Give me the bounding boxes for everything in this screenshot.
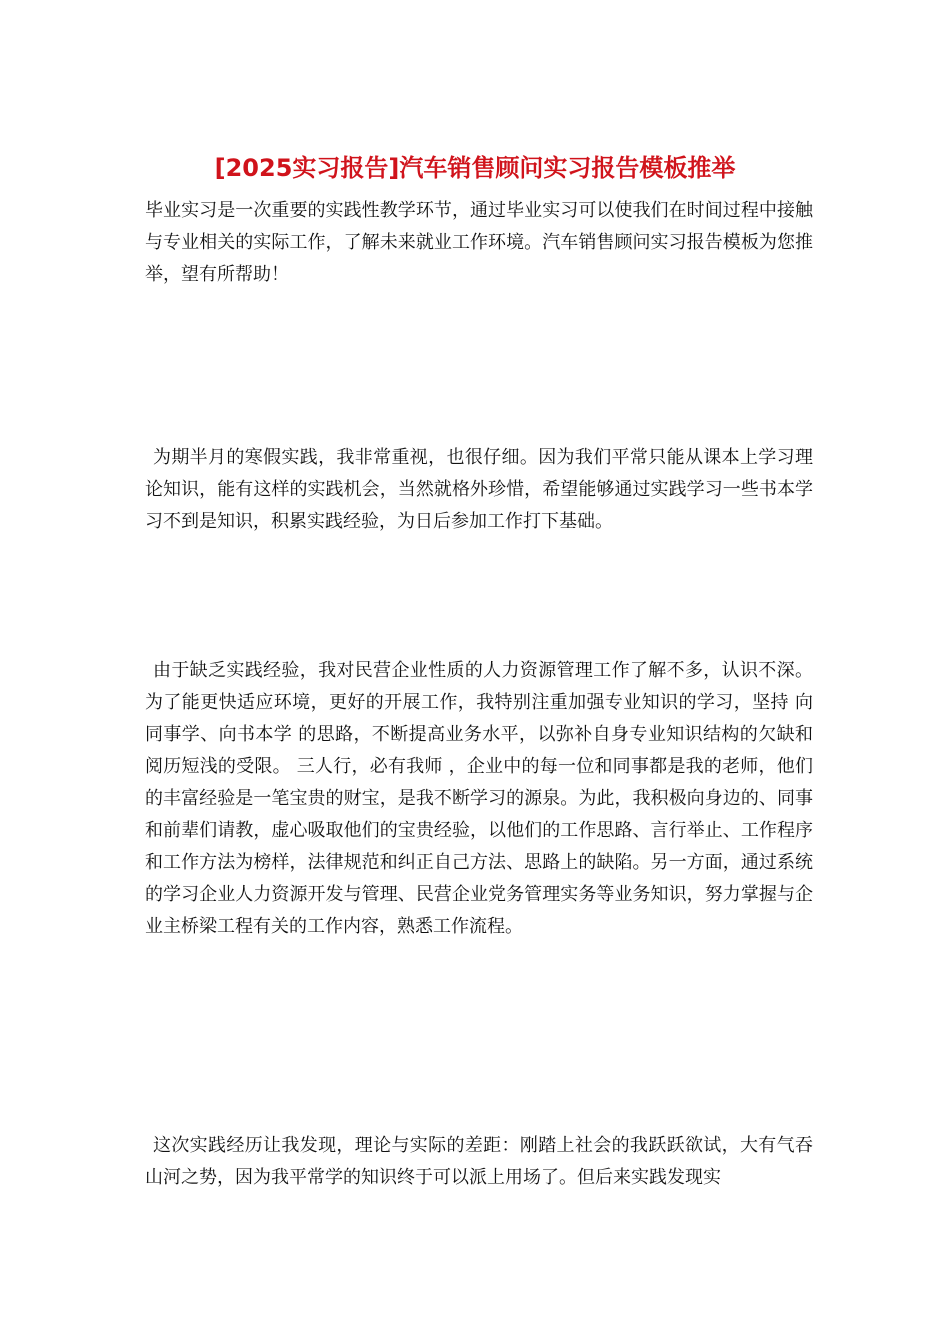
- paragraph-reflection: 这次实践经历让我发现，理论与实际的差距：刚踏上社会的我跃跃欲试，大有气吞山河之势，因为我平常学的知识终于可以派上用场了。但后来实践发现实: [145, 1135, 813, 1188]
- paragraph-learning: 由于缺乏实践经验，我对民营企业性质的人力资源管理工作了解不多，认识不深。为了能更快适应环境，更好的开展工作，我特别注重加强专业知识的学习，坚持 向同事学、向书本学 的思路，不断提高业务水平，以弥补自身专业知识结构的欠缺和阅历短浅的受限。 三人行，必有我师 ，企业中的每一位和同事都是我的老师，他们的丰富经验是一笔宝贵的财宝，是我不断学习的源泉。为此，我积极向身边的、同事和前辈们请教，虚心吸取他们的宝贵经验，以他们的工作思路、言行举止、工作程序和工作方法为榜样，法律规范和纠正自己方法、思路上的缺陷。另一方面，通过系统的学习企业人力资源开发与管理、民营企业党务管理实务等业务知识，努力掌握与企业主桥梁工程有关的工作内容，熟悉工作流程。: [145, 660, 813, 937]
- document-title: [2025实习报告]汽车销售顾问实习报告模板推举: [214, 154, 736, 182]
- paragraph-winter-practice: 为期半月的寒假实践，我非常重视，也很仔细。因为我们平常只能从课本上学习理论知识，能有这样的实践机会，当然就格外珍惜，希望能够通过实践学习一些书本学习不到是知识，积累实践经验，为日后参加工作打下基础。: [145, 447, 813, 532]
- paragraph-intro: 毕业实习是一次重要的实践性教学环节，通过毕业实习可以使我们在时间过程中接触与专业相关的实际工作，了解未来就业工作环境。汽车销售顾问实习报告模板为您推举，望有所帮助！: [145, 200, 813, 285]
